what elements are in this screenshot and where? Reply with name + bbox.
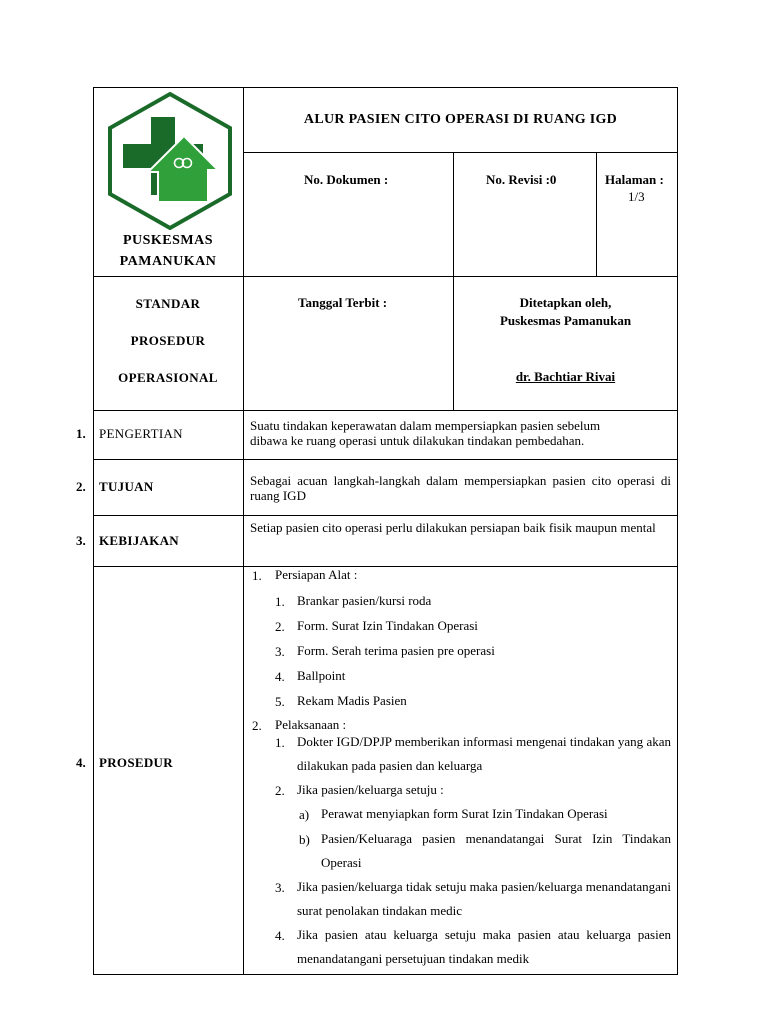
- list-item: Rekam Madis Pasien: [297, 693, 407, 708]
- list-item: Jika pasien atau keluarga setuju maka pasien atau keluarga pasien menandatangani persetujuan tindakan medik: [297, 927, 671, 966]
- section-label-pengertian: PENGERTIAN: [99, 426, 183, 441]
- section-number-kebijakan: 3.: [76, 533, 86, 548]
- list-item: Perawat menyiapkan form Surat Izin Tindakan Operasi: [321, 806, 608, 821]
- sop-label-line2: PROSEDUR: [130, 333, 206, 348]
- ditetapkan-org: Puskesmas Pamanukan: [499, 313, 632, 328]
- list-number: 2.: [275, 619, 285, 634]
- no-revisi-label: No. Revisi :0: [486, 172, 557, 187]
- section-label-tujuan: TUJUAN: [99, 479, 154, 494]
- list-number: 1.: [275, 594, 285, 609]
- kebijakan-text: Setiap pasien cito operasi perlu dilakukan persiapan baik fisik maupun mental: [250, 520, 656, 535]
- section-number-pengertian: 1.: [76, 426, 86, 441]
- document-title: ALUR PASIEN CITO OPERASI DI RUANG IGD: [303, 112, 618, 127]
- list-item: Form. Surat Izin Tindakan Operasi: [297, 618, 478, 633]
- list-number: b): [299, 832, 310, 847]
- list-item: Pasien/Keluaraga pasien menandatangai Surat Izin Tindakan Operasi: [321, 831, 671, 870]
- section-label-prosedur: PROSEDUR: [99, 755, 173, 770]
- tanggal-terbit-label: Tanggal Terbit :: [298, 295, 388, 310]
- tujuan-text: Sebagai acuan langkah-langkah dalam mempersiapkan pasien cito operasi di ruang IGD: [250, 473, 671, 503]
- section-number-tujuan: 2.: [76, 479, 86, 494]
- list-item: Ballpoint: [297, 668, 346, 683]
- puskesmas-logo: [104, 90, 236, 230]
- list-number: a): [299, 807, 310, 822]
- section-label-kebijakan: KEBIJAKAN: [99, 533, 179, 548]
- list-number: 2.: [252, 718, 262, 733]
- sop-label-line3: OPERASIONAL: [118, 370, 218, 385]
- pengertian-text: Suatu tindakan keperawatan dalam mempersiapkan pasien sebelum dibawa ke ruang operasi untuk dilakukan tindakan pembedahan.: [250, 418, 601, 448]
- org-name-line2: PAMANUKAN: [119, 254, 217, 269]
- halaman-label: Halaman :: [605, 172, 664, 187]
- persiapan-title: Persiapan Alat :: [275, 567, 358, 582]
- no-dokumen-label: No. Dokumen :: [304, 172, 389, 187]
- org-name-line1: PUSKESMAS: [122, 233, 214, 248]
- list-number: 3.: [275, 644, 285, 659]
- list-item: Form. Serah terima pasien pre operasi: [297, 643, 495, 658]
- list-number: 5.: [275, 694, 285, 709]
- sop-label-line1: STANDAR: [135, 296, 201, 311]
- list-number: 1.: [252, 568, 262, 583]
- list-number: 1.: [275, 735, 285, 750]
- ditetapkan-oleh: Ditetapkan oleh,: [519, 295, 612, 310]
- list-item: Jika pasien/keluarga setuju :: [297, 782, 444, 797]
- list-number: 3.: [275, 880, 285, 895]
- list-item: Brankar pasien/kursi roda: [297, 593, 432, 608]
- list-number: 4.: [275, 928, 285, 943]
- list-number: 2.: [275, 783, 285, 798]
- section-number-prosedur: 4.: [76, 755, 86, 770]
- pelaksanaan-title: Pelaksanaan :: [275, 717, 347, 732]
- list-item: Jika pasien/keluarga tidak setuju maka pasien/keluarga menandatangani surat penolakan tindakan medic: [297, 879, 671, 918]
- list-item: Dokter IGD/DPJP memberikan informasi mengenai tindakan yang akan dilakukan pada pasien dan keluarga: [297, 734, 671, 773]
- halaman-value: 1/3: [628, 189, 645, 204]
- signer-name: dr. Bachtiar Rivai: [515, 369, 616, 384]
- list-number: 4.: [275, 669, 285, 684]
